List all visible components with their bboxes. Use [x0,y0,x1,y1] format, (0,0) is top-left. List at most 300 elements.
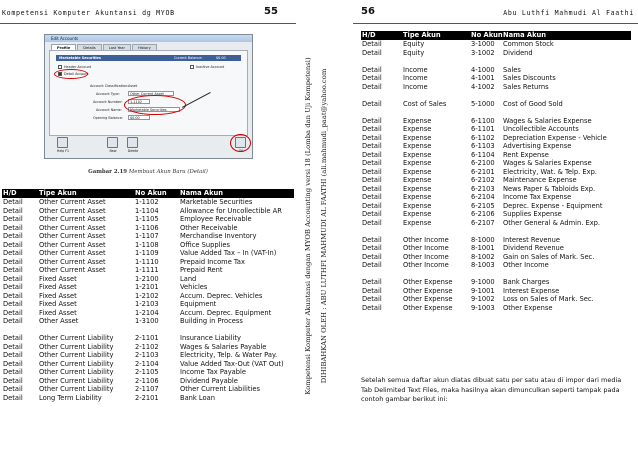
figure-window-title: Edit Accounts [45,35,252,42]
table-row [361,210,631,219]
cell-type: Other Expense [403,303,453,312]
cell-name: Gain on Sales of Mark. Sec. [503,252,595,261]
cell-number: 9-1000 [471,278,495,286]
cell-number: 9-1002 [471,295,495,303]
cell-number: 6-2101 [471,167,495,176]
cell-name: Dividend Revenue [503,244,564,252]
figure-current-balance-value: $0.00 [216,56,226,60]
cell-name: Other Current Liabilities [180,385,260,393]
cell-number: 1-1109 [135,249,159,257]
figure-header-label: Header Account [64,65,92,69]
cell-name: Marketable Securities [180,198,253,206]
figure-classification-label: Account Classification: [90,84,129,88]
cell-hd: Detail [362,235,382,244]
cell-number: 1-1104 [135,206,159,215]
cell-type: Expense [403,210,432,218]
cell-type: Income [403,74,428,82]
cell-hd: Detail [362,99,382,108]
column-header-type: Tipe Akun [403,31,471,40]
cell-type: Other Current Liability [39,376,114,385]
cell-name: Sales Discounts [503,74,556,82]
cell-number: 1-1106 [135,223,159,232]
table-row [2,351,294,360]
figure-new-button[interactable] [107,137,118,148]
cell-name [503,91,631,100]
cell-number: 9-1003 [471,303,495,312]
table-header-row [361,31,631,40]
cell-name: Income Tax Expense [503,193,572,201]
running-head-right: Abu Luthfi Mahmudi Al Faathi [503,9,634,17]
cell-hd: Detail [362,295,382,303]
cell-hd: Detail [3,198,23,206]
cell-type: Expense [403,184,432,193]
column-header-hd: H/D [2,189,39,198]
cell-number: 3-1002 [471,48,495,57]
cell-name: Wages & Salaries Expense [503,116,592,125]
cell-number: 2-1101 [135,334,159,342]
table-row [2,385,294,394]
cell-type: Other Current Liability [39,342,114,351]
cell-type: Income [403,65,428,74]
cell-type: Expense [403,150,432,159]
cell-type [403,270,471,279]
table-row [2,300,294,309]
column-header-hd: H/D [361,31,403,40]
cell-hd: Detail [362,82,382,91]
figure-type-field-value: Other Current Asset [130,92,164,96]
cell-number: 2-2101 [135,393,159,402]
cell-number: 6-2106 [471,210,495,218]
cell-name: Sales Returns [503,82,549,91]
cell-hd: Detail [362,210,382,218]
figure-current-balance-label: Current Balance: [174,56,203,60]
figure-help-button[interactable] [57,137,68,148]
cell-name: Prepaid Rent [180,266,223,274]
table-row [361,168,631,177]
cell-name: Other General & Admin. Exp. [503,218,601,227]
cell-number: 2-1105 [135,368,159,376]
left-page [0,0,296,452]
cell-name: Other Expense [503,303,553,312]
figure-arrow [182,92,211,108]
cell-type: Cost of Sales [403,99,447,108]
table-row [2,394,294,403]
figure-caption-text: Membuat Akun Baru (Detail) [128,169,208,175]
cell-name: Insurance Liability [180,334,242,342]
table-row [361,117,631,126]
cell-hd [361,227,403,236]
column-header-name: Nama Akun [503,31,631,40]
header-rule-left [0,23,296,24]
cell-name: Merchandise Inventory [180,232,257,240]
cell-hd: Detail [3,215,23,223]
cell-number: 4-1000 [471,65,495,74]
cell-type: Other Current Asset [39,266,106,274]
cell-number [471,91,503,100]
cell-name: Accum. Deprec. Vehicles [180,291,263,300]
cell-name: News Paper & Tabloids Exp. [503,184,596,193]
cell-type: Other Current Liability [39,359,114,368]
cell-hd: Detail [362,176,382,184]
cell-type: Expense [403,142,432,150]
table-spacer-row [2,326,294,335]
cell-hd: Detail [362,40,382,48]
cell-type: Other Income [403,235,449,244]
cell-type: Other Current Asset [39,198,106,206]
cell-name: Sales [503,65,521,74]
table-row [2,360,294,369]
cell-name [503,57,631,66]
column-header-type: Tipe Akun [39,189,135,198]
table-row [2,334,294,343]
cell-type: Expense [403,116,432,125]
cell-hd [361,57,403,66]
figure-header-radio[interactable] [58,65,62,69]
cell-name: Vehicles [180,283,208,291]
table-row [361,125,631,134]
cell-name: Cost of Good Sold [503,99,563,108]
figure-help-caption: Help F1 [56,149,70,153]
cell-hd: Detail [362,142,382,150]
cell-number [471,270,503,279]
cell-name: Value Added Tax – In (VAT-In) [180,249,277,257]
cell-number: 8-1001 [471,244,495,252]
figure-callout-fields [124,95,186,115]
cell-type: Other Current Asset [39,240,106,249]
figure-delete-button[interactable] [127,137,138,148]
cell-hd: Detail [362,150,382,159]
cell-type: Expense [403,201,432,210]
cell-number: 9-1001 [471,286,495,295]
cell-name: Common Stock [503,40,554,48]
cell-hd: Detail [3,317,23,325]
cell-hd: Detail [3,240,23,249]
cell-type [403,57,471,66]
figure-callout-detail [54,69,88,79]
table-row [361,142,631,151]
cell-name: Land [180,274,197,283]
cell-name: Other Receivable [180,223,238,232]
cell-name: Employee Receivable [180,215,252,223]
figure-type-field-label: Account Type: [96,92,120,96]
cell-number [471,108,503,117]
cell-type: Other Current Liability [39,368,114,376]
cell-hd: Detail [362,125,382,133]
cell-type: Other Current Liability [39,351,114,359]
cell-name: Allowance for Uncollectible AR [180,206,282,215]
cell-type [403,91,471,100]
cell-type: Expense [403,167,432,176]
table-spacer-row [361,227,631,236]
cell-number: 6-2104 [471,193,495,201]
spine-book-title: Kompetensi Komputer Akuntansi dengan MYOB Accounting versi 18 (Lomba dan Uji Kompetensi) [304,57,312,395]
cell-number: 6-2102 [471,176,495,184]
cell-name: Dividend [503,48,533,57]
figure-number-value: 1-1102 [130,100,143,104]
figure-inactive-checkbox[interactable] [190,65,194,69]
cell-number [135,326,180,335]
column-header-number: No Akun [471,31,503,39]
cell-hd: Detail [362,286,382,295]
cell-type: Expense [403,125,432,133]
cell-name: Interest Revenue [503,235,561,244]
cell-type: Other Current Liability [39,385,114,393]
cell-hd: Detail [3,223,23,232]
cell-type: Other Current Asset [39,249,106,257]
cell-name: Deprec. Expense - Equipment [503,201,603,210]
figure-button-bar [49,135,248,155]
cell-name [503,270,631,279]
header-rule-right [353,23,638,24]
table-row [361,253,631,262]
cell-type: Long Term Liability [39,393,102,402]
cell-number: 1-1108 [135,240,159,249]
table-row [2,266,294,275]
cell-hd: Detail [3,283,23,291]
table-row [361,304,631,313]
figure-profile-panel [49,50,248,136]
page-number-left: 55 [264,6,278,17]
cell-name [503,108,631,117]
figure-tab-history[interactable]: History [132,44,157,51]
figure-classification-value: Asset [128,84,138,88]
cell-number: 1-2102 [135,291,159,300]
cell-hd: Detail [362,74,382,82]
cell-hd [361,108,403,117]
cell-type: Other Asset [39,317,79,325]
figure-number-label: Account Number: [93,100,123,104]
cell-hd: Detail [3,308,23,317]
cell-name: Rent Expense [503,150,549,159]
cell-number: 1-1107 [135,232,159,240]
cell-type: Expense [403,193,432,201]
figure-callout-ok [230,134,251,152]
cell-number: 1-1102 [135,198,159,206]
cell-number: 6-2107 [471,218,495,227]
cell-hd: Detail [3,274,23,283]
cell-name: Electricity, Wat. & Telp. Exp. [503,167,597,176]
cell-type [403,108,471,117]
table-spacer-row [361,108,631,117]
cell-name: Advertising Expense [503,142,572,150]
figure-screenshot [44,34,253,159]
cell-hd: Detail [362,278,382,286]
cell-number: 6-1104 [471,150,495,159]
cell-name: Prepaid Income Tax [180,257,245,266]
cell-name: Interest Expense [503,286,560,295]
cell-type: Expense [403,218,432,227]
table-row [361,261,631,270]
cell-type [403,227,471,236]
cell-hd: Detail [362,116,382,125]
cell-hd: Detail [3,385,23,393]
cell-number: 1-3100 [135,317,159,325]
cell-number: 6-1100 [471,116,495,125]
cell-type: Fixed Asset [39,300,77,308]
figure-detail-label: Detail Account [64,72,89,76]
cell-hd: Detail [3,206,23,215]
cell-type: Other Expense [403,286,453,295]
cell-number: 6-1101 [471,125,495,133]
figure-type-label: Marketable Securities [59,56,101,60]
cell-name: Equipment [180,300,217,308]
figure-tab-last-year[interactable]: Last Year [103,44,131,51]
cell-name: Wages & Salaries Payable [180,342,267,351]
table-row [2,309,294,318]
table-row [361,185,631,194]
cell-name: Uncollectible Accounts [503,125,579,133]
cell-type: Income [403,82,428,91]
cell-hd: Detail [3,342,23,351]
cell-name: Income Tax Payable [180,368,246,376]
table-row [361,40,631,49]
table-row [361,100,631,109]
cell-number: 1-2103 [135,300,159,308]
cell-type: Other Expense [403,278,453,286]
cell-number: 8-1002 [471,252,495,261]
figure-ok-caption: OK [238,149,244,153]
cell-number: 2-1102 [135,342,159,351]
table-row [2,207,294,216]
cell-hd: Detail [362,252,382,261]
cell-number [471,227,503,236]
cell-hd: Detail [362,184,382,193]
table-row [2,249,294,258]
cell-type: Expense [403,176,432,184]
cell-hd: Detail [362,48,382,57]
cell-hd: Detail [3,393,23,402]
table-row [2,317,294,326]
cell-type: Other Current Asset [39,223,106,232]
cell-number: 2-1103 [135,351,159,359]
figure-name-label: Account Name: [96,108,122,112]
cell-hd: Detail [3,291,23,300]
table-row [2,377,294,386]
cell-number: 6-1102 [471,133,495,142]
cell-type: Other Current Asset [39,257,106,266]
cell-hd: Detail [362,159,382,167]
cell-number [471,57,503,66]
figure-delete-caption: Delete [127,149,139,153]
table-row [361,134,631,143]
cell-type [39,326,135,335]
table-row [361,287,631,296]
cell-number: 2-1104 [135,359,159,368]
cell-type: Other Current Asset [39,215,106,223]
figure-balance-value: $0.00 [130,116,140,120]
cell-number: 1-1105 [135,215,159,223]
table-row [361,176,631,185]
cell-number: 5-1000 [471,99,495,108]
cell-number: 4-1002 [471,82,495,91]
cell-type: Equity [403,40,425,48]
table-header-row [2,189,294,198]
cell-hd: Detail [3,300,23,308]
cell-hd [361,270,403,279]
table-row [361,74,631,83]
cell-type: Fixed Asset [39,291,77,300]
figure-caption [0,169,296,175]
cell-type: Other Current Asset [39,232,106,240]
cell-hd: Detail [3,334,23,342]
cell-hd: Detail [362,244,382,252]
account-table-left [2,189,294,402]
table-row [361,66,631,75]
table-row [361,202,631,211]
column-header-name: Nama Akun [180,189,294,198]
page-number-right: 56 [361,6,375,17]
table-row [361,219,631,228]
cell-name: Supplies Expense [503,210,562,218]
cell-type: Other Income [403,252,449,261]
cell-hd: Detail [3,351,23,359]
table-row [2,275,294,284]
cell-type: Equity [403,48,425,57]
cell-name: Wages & Salaries Expense [503,159,592,167]
table-row [361,244,631,253]
table-row [2,241,294,250]
column-header-number: No Akun [135,189,180,198]
table-spacer-row [361,57,631,66]
table-row [2,224,294,233]
cell-type: Fixed Asset [39,283,77,291]
cell-number: 3-1000 [471,40,495,48]
cell-name: Accum. Deprec. Equipment [180,308,272,317]
cell-hd: Detail [3,376,23,385]
cell-type: Other Current Liability [39,334,114,342]
cell-type: Expense [403,133,432,142]
cell-name: Loss on Sales of Mark. Sec. [503,295,594,303]
table-row [361,278,631,287]
cell-name: Electricity, Telp. & Water Pay. [180,351,278,359]
table-spacer-row [361,91,631,100]
cell-hd [361,91,403,100]
cell-number: 1-2100 [135,274,159,283]
cell-number: 4-1001 [471,74,495,82]
cell-number: 2-1106 [135,376,159,385]
right-page [353,0,638,452]
cell-number: 6-2105 [471,201,495,210]
table-row [361,49,631,58]
figure-inactive-label: Inactive Account [196,65,225,69]
table-row [2,198,294,207]
cell-name: Value Added Tax-Out (VAT Out) [180,359,284,368]
table-row [2,215,294,224]
cell-number: 8-1000 [471,235,495,244]
cell-number: 6-1103 [471,142,495,150]
cell-hd: Detail [362,193,382,201]
cell-number: 6-2100 [471,159,495,167]
cell-number: 1-1111 [135,266,159,274]
cell-type: Expense [403,159,432,167]
cell-hd: Detail [362,65,382,74]
table-row [2,343,294,352]
cell-type: Fixed Asset [39,308,77,317]
figure-balance-field[interactable] [128,115,150,120]
cell-name [503,227,631,236]
cell-number: 1-1110 [135,257,159,266]
table-row [361,236,631,245]
cell-name: Other Income [503,261,549,269]
cell-number: 1-2101 [135,283,159,291]
figure-tab-profile[interactable]: Profile [51,44,76,51]
cell-number: 6-2103 [471,184,495,193]
cell-hd: Detail [3,359,23,368]
cell-type: Other Income [403,244,449,252]
table-row [2,283,294,292]
cell-name: Bank Loan [180,393,215,402]
figure-tab-details[interactable]: Details [77,44,101,51]
